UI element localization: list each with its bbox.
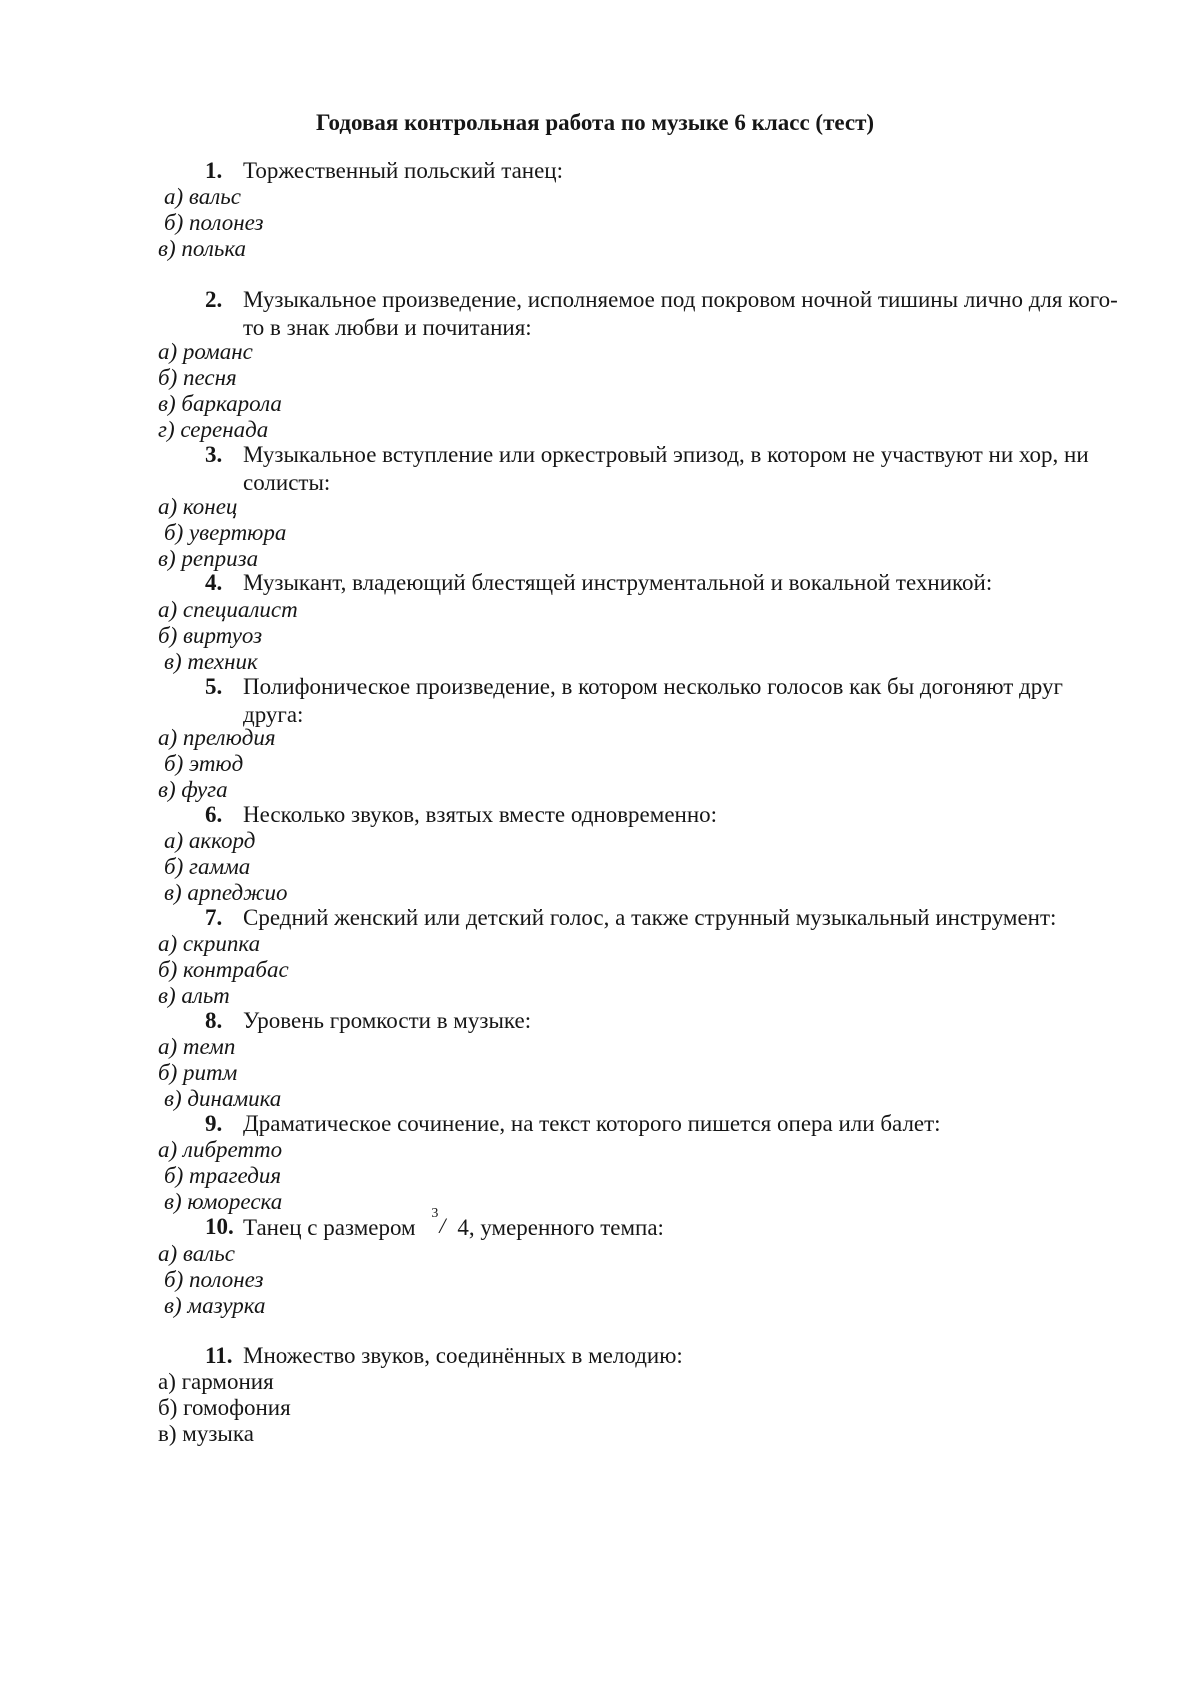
answer-option: б) трагедия (164, 1163, 282, 1188)
answer-option: в) реприза (158, 546, 259, 571)
question-text: Несколько звуков, взятых вместе одновременно: (243, 802, 718, 827)
question-number: 10. (205, 1214, 234, 1239)
fraction-slash: / (439, 1213, 446, 1238)
time-signature-numerator: 3 (431, 1206, 439, 1221)
question-text: Полифоническое произведение, в котором несколько голосов как бы догоняют друг друга: (243, 674, 1063, 727)
question-text: Уровень громкости в музыке: (243, 1008, 532, 1033)
question-text: Музыкальное произведение, исполняемое под покровом ночной тишины лично для кого-то в знак любви и почитания: (243, 287, 1118, 340)
time-signature (427, 1206, 457, 1239)
question-6 (205, 801, 1125, 829)
question-number: 8. (205, 1008, 223, 1033)
answer-option: г) серенада (158, 417, 269, 442)
question-9 (205, 1110, 1125, 1138)
answer-option: а) вальс (158, 1241, 235, 1266)
answer-option: в) динамика (164, 1086, 282, 1111)
question-10 (205, 1206, 1125, 1242)
question-4 (205, 569, 1125, 597)
answer-option: б) этюд (164, 751, 244, 776)
question-number: 2. (205, 287, 223, 312)
answer-option: а) прелюдия (158, 725, 276, 750)
answer-option: а) аккорд (164, 828, 256, 853)
answer-option: в) альт (158, 983, 230, 1008)
answer-option: а) вальс (164, 184, 241, 209)
answer-option: в) мазурка (164, 1293, 266, 1318)
question-number: 3. (205, 442, 223, 467)
question-3 (205, 441, 1125, 497)
question-text: Средний женский или детский голос, а также струнный музыкальный инструмент: (243, 905, 1057, 930)
answer-option: а) романс (158, 339, 253, 364)
question-number: 6. (205, 802, 223, 827)
question-number: 4. (205, 570, 223, 595)
answer-option: а) темп (158, 1034, 236, 1059)
answer-option: в) баркарола (158, 391, 282, 416)
question-text: Музыкант, владеющий блестящей инструментальной и вокальной техникой: (243, 570, 993, 595)
answer-option: а) скрипка (158, 931, 261, 956)
answer-option: б) полонез (164, 1267, 264, 1292)
question-2 (205, 286, 1125, 342)
question-text: Музыкальное вступление или оркестровый эпизод, в котором не участвуют ни хор, ни солисты: (243, 442, 1089, 495)
answer-option: б) ритм (158, 1060, 238, 1085)
answer-option: в) полька (158, 236, 247, 261)
question-7 (205, 904, 1125, 932)
document-title: Годовая контрольная работа по музыке 6 класс (тест) (315, 110, 875, 135)
answer-option: в) техник (164, 649, 258, 674)
answer-option: б) песня (158, 365, 237, 390)
answer-option: б) виртуоз (158, 623, 263, 648)
question-11 (205, 1342, 1125, 1370)
question-number: 11. (205, 1343, 233, 1368)
answer-option: в) юмореска (164, 1189, 283, 1214)
question-number: 1. (205, 158, 223, 183)
answer-option: а) либретто (158, 1137, 283, 1162)
question-text-after: 4, умеренного темпа: (457, 1215, 664, 1240)
answer-option: а) специалист (158, 597, 298, 622)
answer-option: б) полонез (164, 210, 264, 235)
question-number: 7. (205, 905, 223, 930)
answer-option: в) музыка (158, 1421, 254, 1446)
question-8 (205, 1007, 1125, 1035)
answer-option: б) контрабас (158, 957, 289, 982)
answer-option: б) увертюра (164, 520, 287, 545)
question-5 (205, 673, 1125, 729)
answer-option: б) гомофония (158, 1395, 291, 1420)
answer-option: б) гамма (164, 854, 251, 879)
answer-option: в) фуга (158, 777, 228, 802)
question-text: Торжественный польский танец: (243, 158, 563, 183)
question-number: 5. (205, 674, 223, 699)
answer-option: а) конец (158, 494, 238, 519)
question-text (205, 1206, 1125, 1242)
answer-option: а) гармония (158, 1369, 274, 1394)
question-1 (205, 157, 1125, 185)
question-text: Множество звуков, соединённых в мелодию: (243, 1343, 683, 1368)
question-number: 9. (205, 1111, 223, 1136)
question-text-before: Танец с размером (243, 1215, 416, 1240)
question-text: Драматическое сочинение, на текст которого пишется опера или балет: (243, 1111, 941, 1136)
answer-option: в) арпеджио (164, 880, 288, 905)
